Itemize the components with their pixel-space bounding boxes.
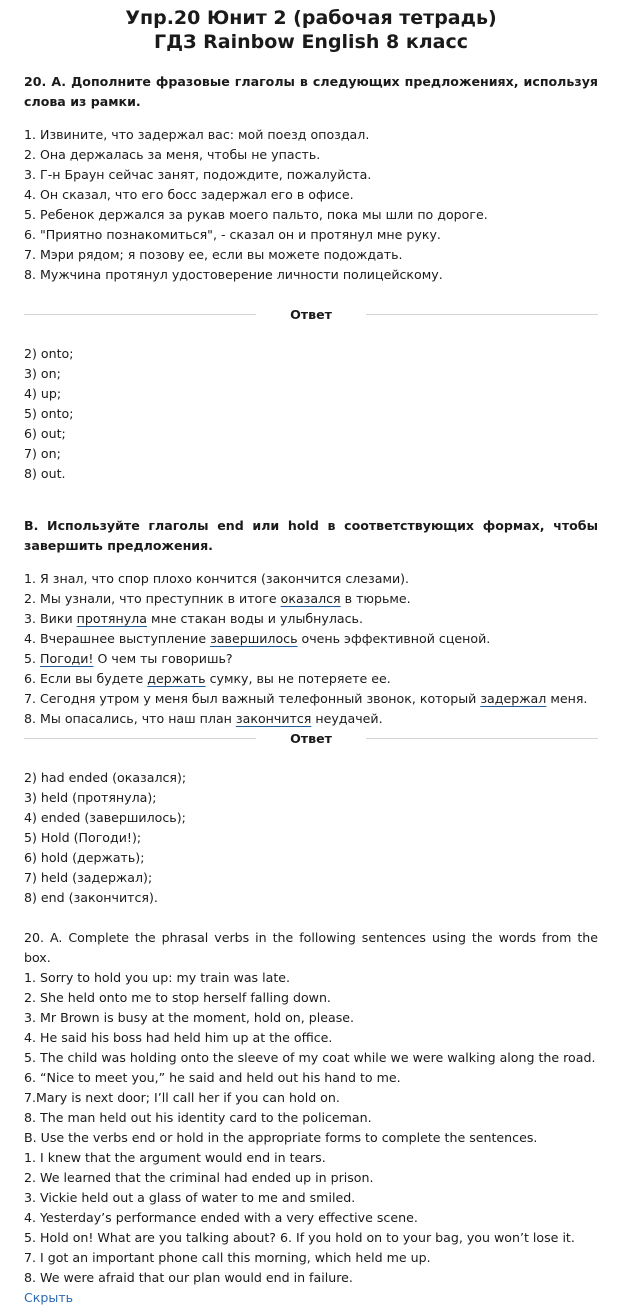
answer-b-item: 3) held (протянула); — [24, 789, 157, 805]
answer-a-item: 6) out; — [24, 425, 66, 441]
answer-b-item: 5) Hold (Погоди!); — [24, 829, 142, 845]
english-line: 8. We were afraid that our plan would end in failure. — [24, 1269, 353, 1285]
divider-rule — [366, 738, 598, 739]
english-line: 1. I knew that the argument would end in tears. — [24, 1149, 326, 1165]
english-line: 6. “Nice to meet you,” he said and held out his hand to me. — [24, 1069, 401, 1085]
hide-link[interactable]: Скрыть — [24, 1289, 74, 1305]
english-line: 3. Vickie held out a glass of water to me and smiled. — [24, 1189, 356, 1205]
part-b-item: 8. Мы опасались, что наш план закончится неудачей. — [24, 710, 383, 726]
english-line: 1. Sorry to hold you up: my train was late. — [24, 969, 291, 985]
english-line: 4. Yesterday’s performance ended with a very effective scene. — [24, 1209, 418, 1225]
part-a-item: 5. Ребенок держался за рукав моего пальто, пока мы шли по дороге. — [24, 206, 488, 222]
answer-divider-b — [24, 729, 598, 749]
underlined-word: держать — [147, 670, 206, 686]
answer-b-item: 8) end (закончится). — [24, 889, 158, 905]
underlined-word: Погоди! — [40, 650, 94, 666]
part-a-item: 4. Он сказал, что его босс задержал его в офисе. — [24, 186, 354, 202]
underlined-word: задержал — [480, 690, 547, 706]
part-a-heading: 20. A. Дополните фразовые глаголы в следующих предложениях, используя слова из рамки. — [24, 74, 598, 109]
underlined-word: завершилось — [210, 630, 298, 646]
divider-rule — [366, 314, 598, 315]
answer-a-item: 8) out. — [24, 465, 66, 481]
part-a-item: 3. Г-н Браун сейчас занят, подождите, пожалуйста. — [24, 166, 372, 182]
part-a-item: 6. "Приятно познакомиться", - сказал он и протянул мне руку. — [24, 226, 441, 242]
answer-b-item: 2) had ended (оказался); — [24, 769, 187, 785]
answer-label: Ответ — [290, 731, 332, 747]
english-line: 7.Mary is next door; I’ll call her if you can hold on. — [24, 1089, 340, 1105]
english-line: 4. He said his boss had held him up at the office. — [24, 1029, 333, 1045]
answer-divider-a — [24, 305, 598, 325]
part-b-item: 6. Если вы будете держать сумку, вы не потеряете ее. — [24, 670, 391, 686]
part-b-item: 4. Вчерашнее выступление завершилось очень эффективной сценой. — [24, 630, 491, 646]
part-a-item: 8. Мужчина протянул удостоверение личности полицейскому. — [24, 266, 443, 282]
answer-a-item: 4) up; — [24, 385, 62, 401]
english-line: 3. Mr Brown is busy at the moment, hold on, please. — [24, 1009, 355, 1025]
part-b-item: 5. Погоди! О чем ты говоришь? — [24, 650, 233, 666]
english-line: B. Use the verbs end or hold in the appropriate forms to complete the sentences. — [24, 1129, 538, 1145]
part-b-item: 7. Сегодня утром у меня был важный телефонный звонок, который задержал меня. — [24, 690, 588, 706]
divider-rule — [24, 738, 256, 739]
answer-a-item: 2) onto; — [24, 345, 74, 361]
title-line-2: ГДЗ Rainbow English 8 класс — [153, 31, 469, 53]
english-line: 2. We learned that the criminal had ended up in prison. — [24, 1169, 374, 1185]
part-a-item: 2. Она держалась за меня, чтобы не упасть. — [24, 146, 321, 162]
part-b-heading: B. Используйте глаголы end или hold в соответствующих формах, чтобы завершить предложения. — [24, 518, 598, 554]
page-title — [24, 6, 598, 54]
answer-a-item: 5) onto; — [24, 405, 74, 421]
divider-rule — [24, 314, 256, 315]
answer-b-item: 7) held (задержал); — [24, 869, 153, 885]
underlined-word: закончится — [235, 710, 312, 726]
part-b-item: 1. Я знал, что спор плохо кончится (закончится слезами). — [24, 570, 410, 586]
title-line-1: Упр.20 Юнит 2 (рабочая тетрадь) — [125, 7, 497, 29]
underlined-word: оказался — [280, 590, 341, 606]
answer-b-item: 6) hold (держать); — [24, 849, 145, 865]
english-line: 5. The child was holding onto the sleeve of my coat while we were walking along the road. — [24, 1049, 596, 1065]
english-line: 8. The man held out his identity card to the policeman. — [24, 1109, 372, 1125]
answer-b-item: 4) ended (завершилось); — [24, 809, 186, 825]
underlined-word: протянула — [76, 610, 147, 626]
answer-a-item: 3) on; — [24, 365, 61, 381]
part-b-item: 3. Вики протянула мне стакан воды и улыбнулась. — [24, 610, 363, 626]
part-a-item: 1. Извините, что задержал вас: мой поезд опоздал. — [24, 126, 370, 142]
english-line: 20. A. Complete the phrasal verbs in the following sentences using the words from the box. — [24, 929, 598, 965]
english-line: 5. Hold on! What are you talking about? 6. If you hold on to your bag, you won’t lose it. — [24, 1229, 575, 1245]
part-a-item: 7. Мэри рядом; я позову ее, если вы можете подождать. — [24, 246, 403, 262]
english-line: 7. I got an important phone call this morning, which held me up. — [24, 1249, 431, 1265]
answer-a-item: 7) on; — [24, 445, 61, 461]
english-line: 2. She held onto me to stop herself falling down. — [24, 989, 331, 1005]
answer-label: Ответ — [290, 307, 332, 323]
part-b-item: 2. Мы узнали, что преступник в итоге оказался в тюрьме. — [24, 590, 411, 606]
